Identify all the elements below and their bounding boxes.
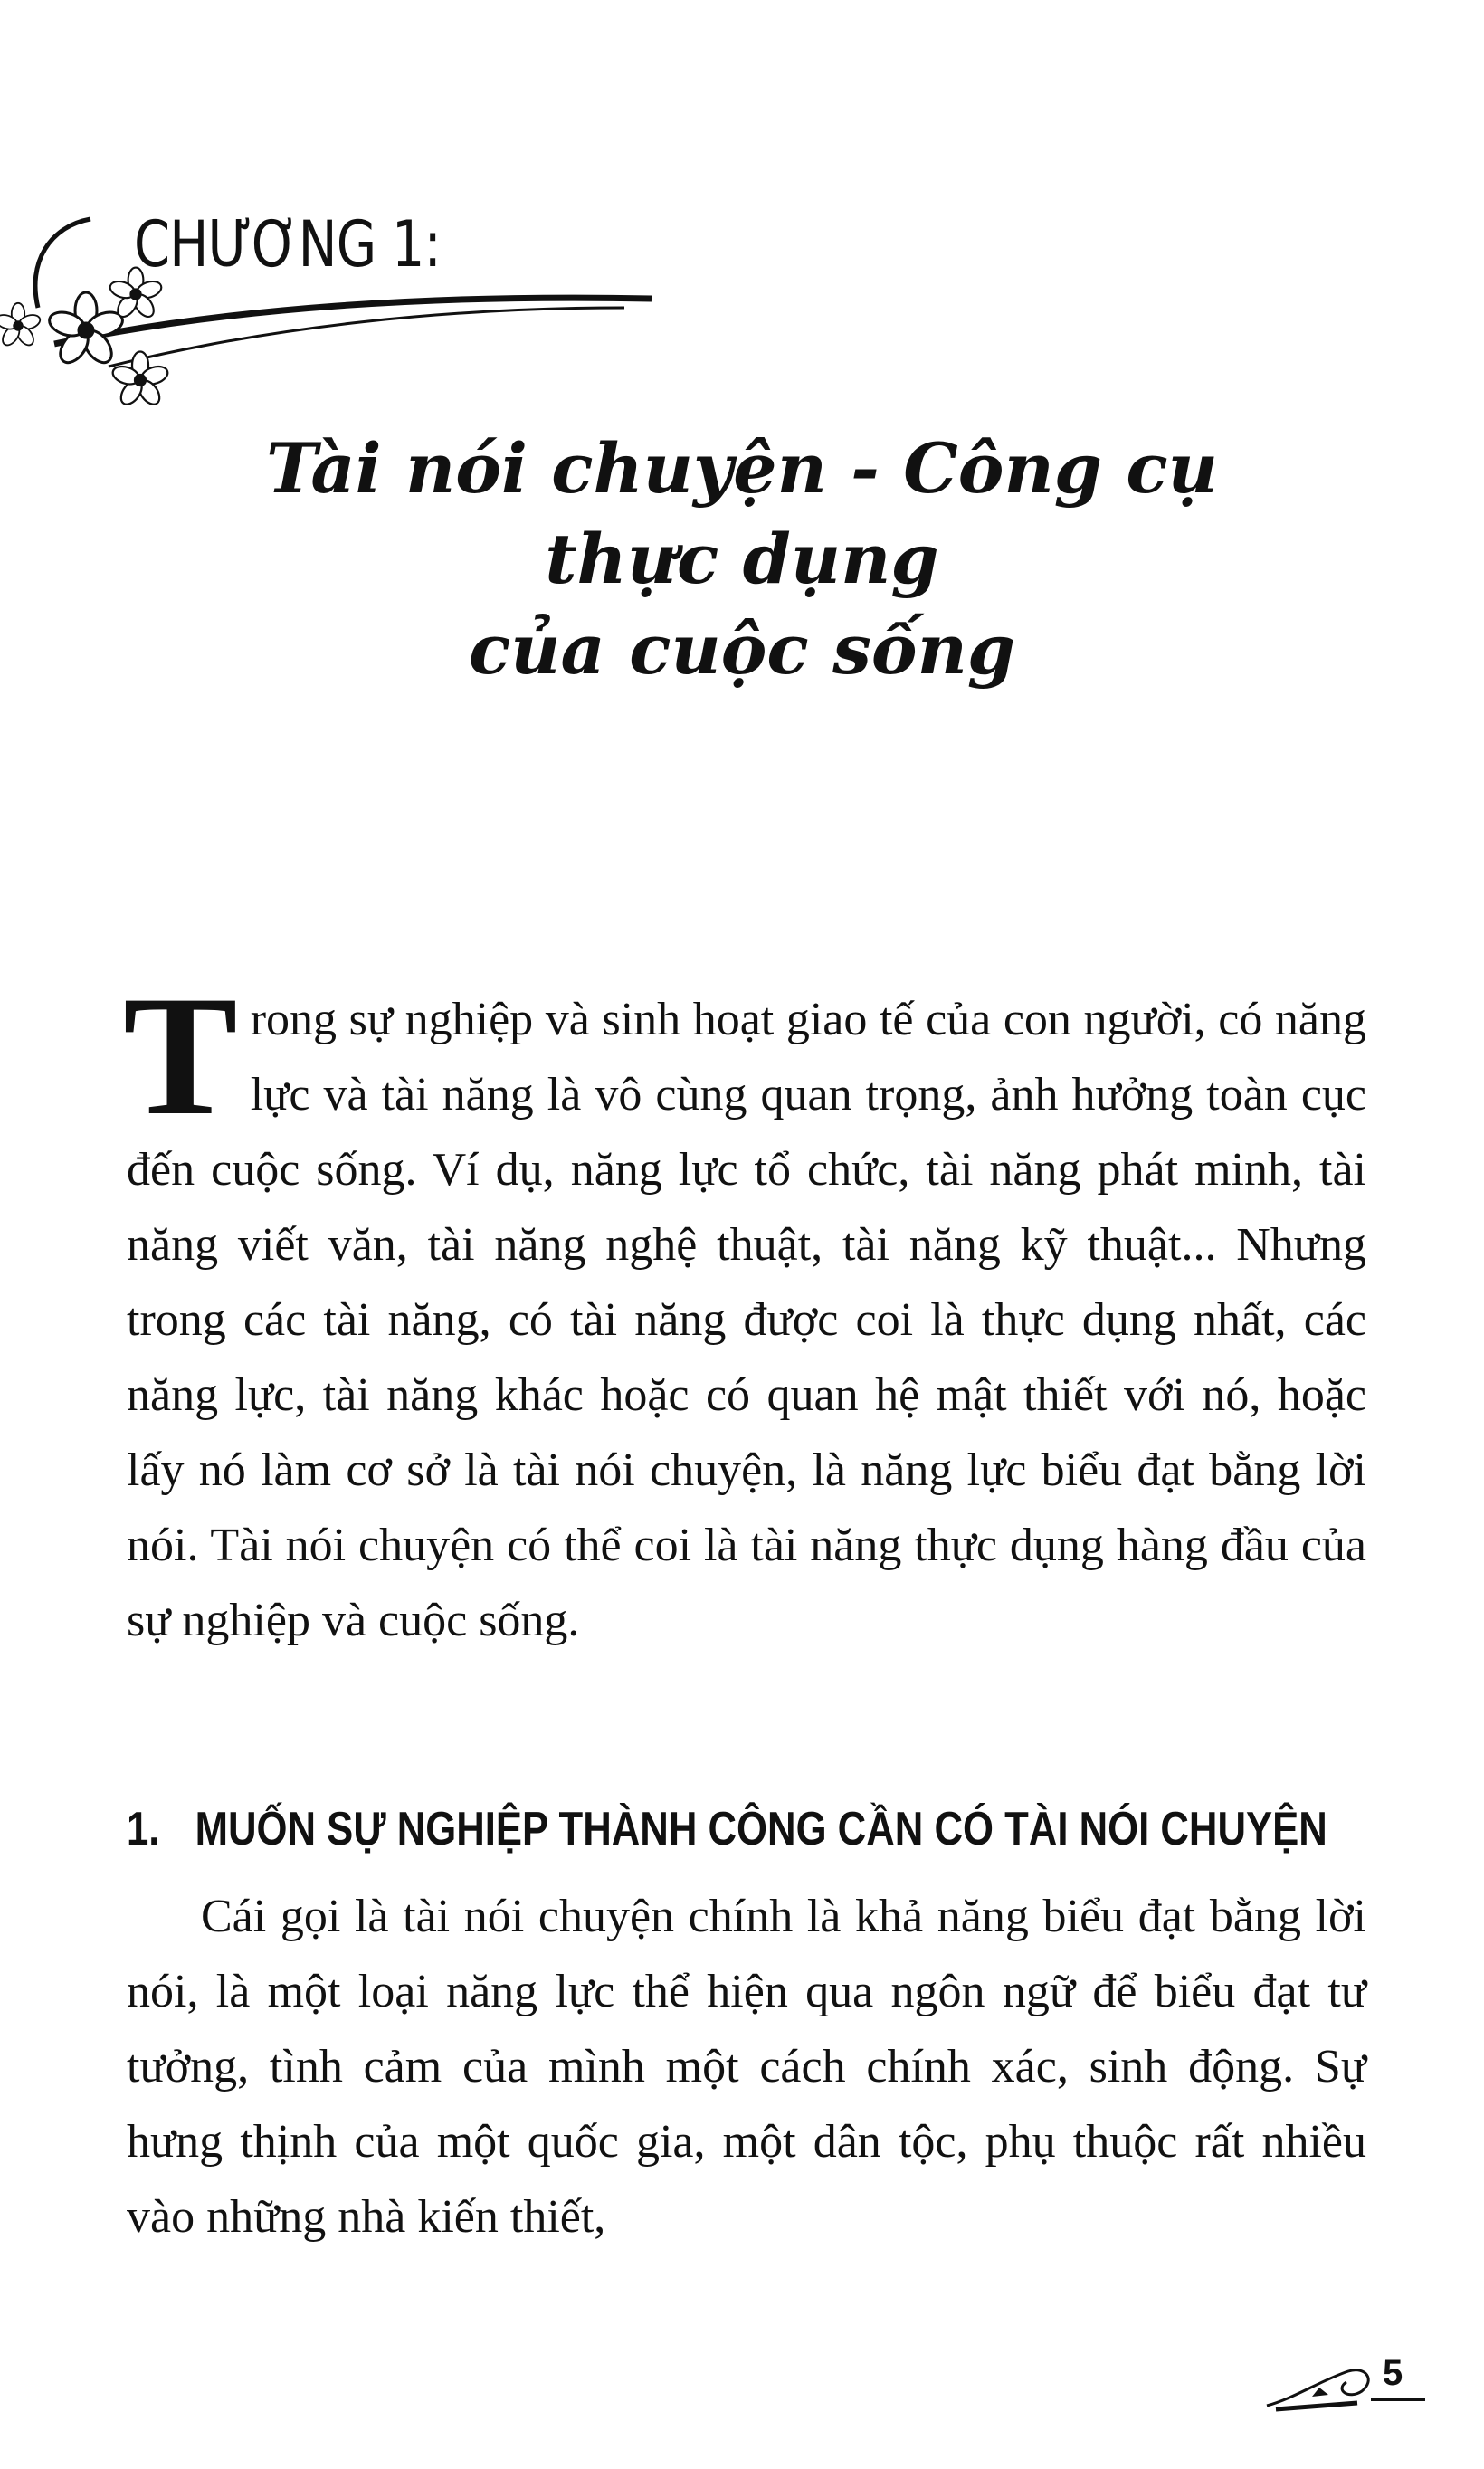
chapter-label: CHƯƠNG 1:	[134, 207, 442, 281]
section-heading	[127, 1801, 1327, 1857]
drop-cap: T	[123, 961, 238, 1151]
chapter-title-line-2: của cuộc sống	[468, 609, 1016, 690]
page-number: 5	[1383, 2353, 1403, 2393]
chapter-title-line-1: Tài nói chuyện - Công cụ thực dụng	[266, 428, 1218, 599]
section-paragraph: Cái gọi là tài nói chuyện chính là khả năng biểu đạt bằng lời nói, là một loại năng lực thể hiện qua ngôn ngữ để biểu đạt tư tưởng, tình cảm của mình một cách chính xác, sinh động. Sự hưng thịnh của một quốc gia, một dân tộc, phụ thuộc rất nhiều vào những nhà kiến thiết,	[127, 1891, 1366, 2243]
intro-paragraph	[123, 961, 1366, 1658]
section-heading-text: MUỐN SỰ NGHIỆP THÀNH CÔNG CẦN CÓ TÀI NÓI CHUYỆN	[195, 1803, 1327, 1855]
section-number: 1.	[127, 1803, 160, 1855]
intro-text: rong sự nghiệp và sinh hoạt giao tế của con người, có năng lực và tài năng là vô cùng quan trọng, ảnh hưởng toàn cục đến cuộc sống. Ví dụ, năng lực tổ chức, tài năng phát minh, tài năng viết văn, tài năng nghệ thuật, tài năng kỹ thuật... Nhưng trong các tài năng, có tài năng được coi là thực dụng nhất, các năng lực, tài năng khác hoặc có quan hệ mật thiết với nó, hoặc lấy nó làm cơ sở là tài nói chuyện, là năng lực biểu đạt bằng lời nói. Tài nói chuyện có thể coi là tài năng thực dụng hàng đầu của sự nghiệp và cuộc sống.	[127, 994, 1366, 1646]
page-number-underline	[1371, 2398, 1425, 2401]
chapter-title	[181, 424, 1303, 695]
